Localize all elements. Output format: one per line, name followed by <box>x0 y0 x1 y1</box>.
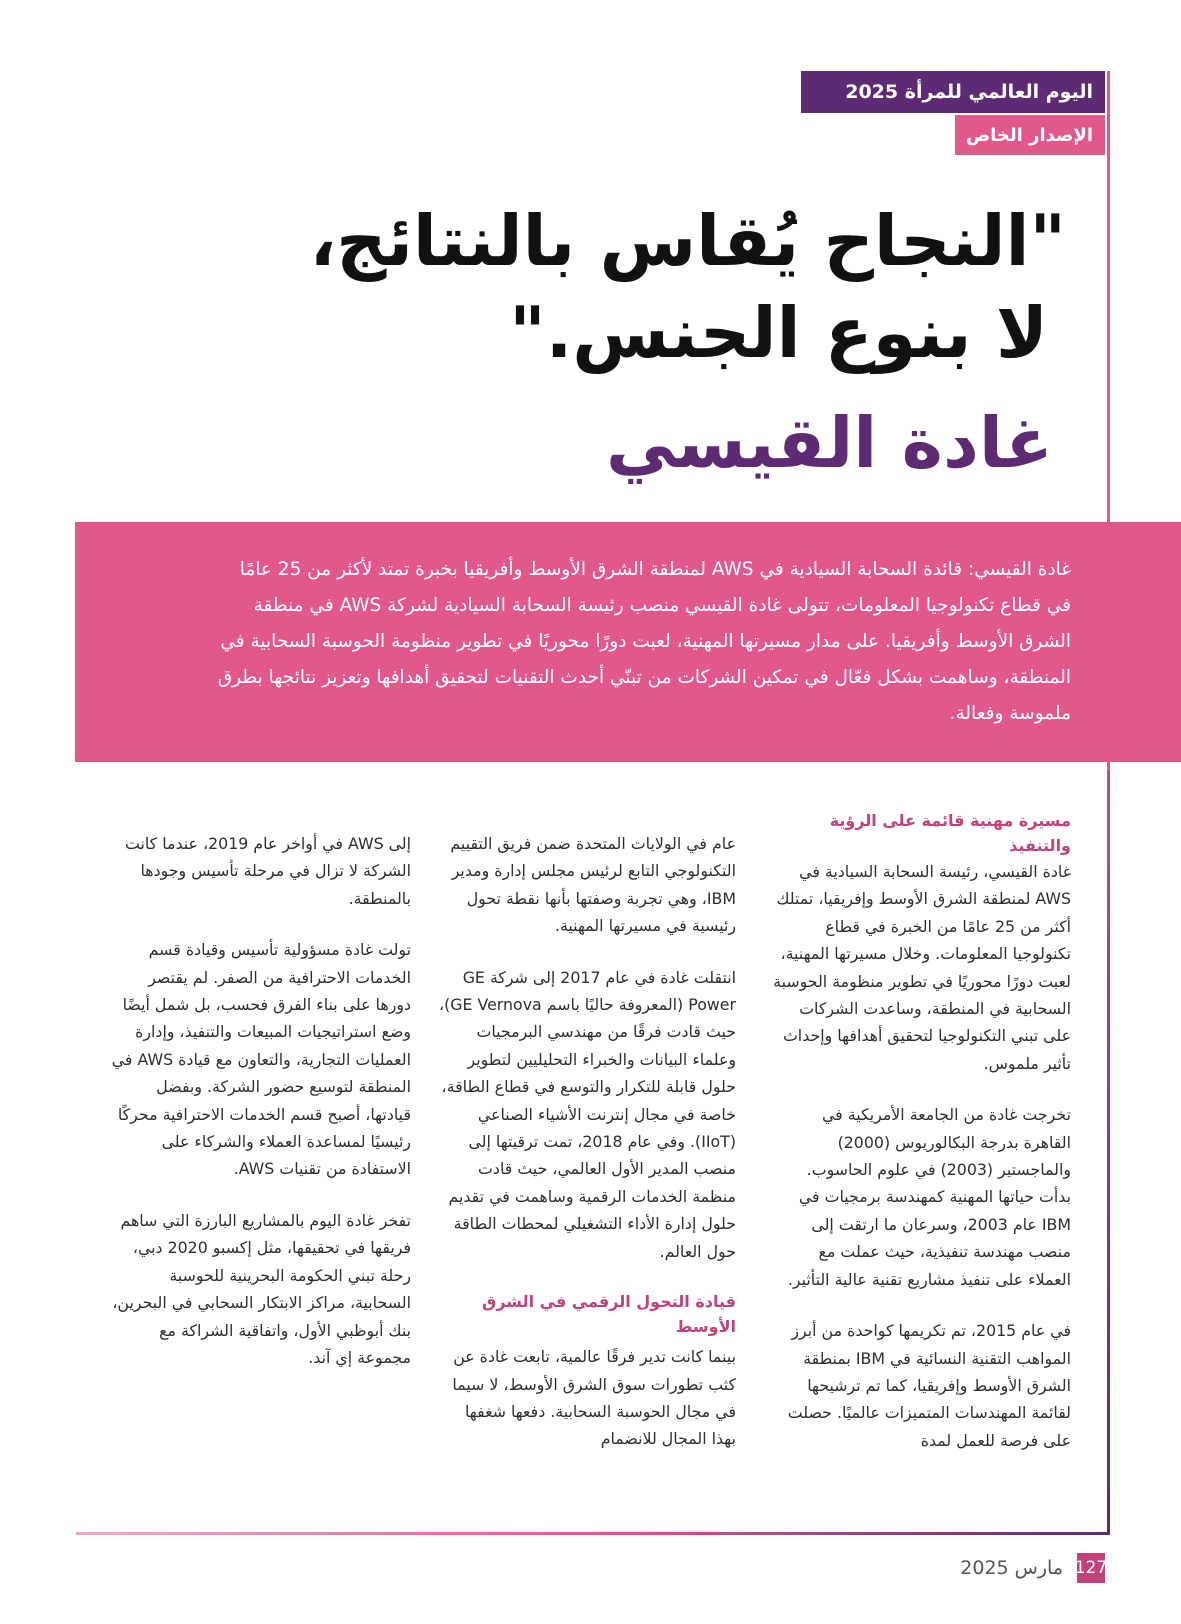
column-right <box>771 808 1071 1478</box>
frame-line-footer <box>76 1532 1110 1535</box>
intro-text: غادة القيسي: قائدة السحابة السيادية في AWS لمنطقة الشرق الأوسط وأفريقيا بخبرة تمتد لأكثر من 25 عامًا في قطاع تكنولوجيا المعلومات، تتولى غادة القيسي منصب رئيسة السحابة السيادية لشركة AWS في منطقة الشرق الأوسط وأفريقيا. على مدار مسيرتها المهنية، لعبت دورًا محوريًا في تطوير منظومة الحوسبة السحابية في المنطقة، وساهمت بشكل فعّال في تمكين الشركات من تبنّي أحدث التقنيات لتحقيق أهدافها وتعزيز نتائجها بطرق ملموسة وفعالة. <box>217 559 1071 724</box>
headline-line-1: "النجاح يُقاس بالنتائج، <box>309 200 1066 282</box>
paragraph: تولت غادة مسؤولية تأسيس وقيادة قسم الخدمات الاحترافية من الصفر. لم يقتصر دورها على بناء الفرق فحسب، بل شمل أيضًا وضع استراتيجيات المبيعات والتنفيذ، وإدارة العمليات التجارية، والتعاون مع قيادة AWS في المنطقة لتوسيع حضور الشركة. وبفضل قيادتها، أصبح قسم الخدمات الاحترافية محركًا رئيسيًا لمساعدة العملاء والشركاء على الاستفادة من تقنيات AWS. <box>111 940 411 1179</box>
subhead-digital-transformation: قيادة التحول الرقمي في الشرق الأوسط <box>482 1292 736 1337</box>
page-number: 127 <box>1077 1553 1105 1583</box>
headline-quote <box>186 195 1066 379</box>
column-left <box>111 830 411 1395</box>
paragraph: تفخر غادة اليوم بالمشاريع البارزة التي ساهم فريقها في تحقيقها، مثل إكسبو 2020 دبي، رحلة تبني الحكومة البحرينية للحوسبة السحابية، مراكز الابتكار السحابي في البحرين، بنك أبوظبي الأول، واتفاقية الشراكة مع مجموعة إي آند. <box>112 1210 411 1367</box>
headline-line-2: لا بنوع الجنس." <box>509 292 1048 374</box>
paragraph: بينما كانت تدير فرقًا عالمية، تابعت غادة عن كثب تطورات سوق الشرق الأوسط، لا سيما في مجال الحوسبة السحابية. دفعها شغفها بهذا المجال للانضمام <box>452 1347 736 1449</box>
paragraph: في عام 2015، تم تكريمها كواحدة من أبرز المواهب التقنية النسائية في IBM بمنطقة الشرق الأوسط وإفريقيا، كما تم ترشيحها لقائمة المهندسات المتميزات عالميًا. حصلت على فرصة للعمل لمدة <box>787 1321 1071 1450</box>
frame-line-bottom <box>1107 771 1110 1535</box>
paragraph: غادة القيسي، رئيسة السحابة السيادية في AWS لمنطقة الشرق الأوسط وإفريقيا، تمتلك أكثر من 25 عامًا من الخبرة في قطاع تكنولوجيا المعلومات. وخلال مسيرتها المهنية، لعبت دورًا محوريًا في تطوير منظومة الحوسبة السحابية في المنطقة، وساعدت الشركات على تبني التكنولوجيا لتحقيق أهدافها وإحداث تأثير ملموس. <box>773 862 1071 1073</box>
paragraph: انتقلت غادة في عام 2017 إلى شركة GE Power (المعروفة حاليًا باسم GE Vernova)، حيث قادت فرقًا من مهندسي البرمجيات وعلماء البيانات والخبراء التحليليين لتطوير حلول قابلة للتكرار والتوسع في قطاع الطاقة، خاصة في مجال إنترنت الأشياء الصناعي (IIoT). وفي عام 2018، تمت ترقيتها إلى منصب المدير الأول العالمي، حيث قادت منظمة الخدمات الرقمية وساهمت في تقديم حلول إدارة الأداء التشغيلي لمحطات الطاقة حول العالم. <box>439 967 736 1261</box>
section-tag-special-edition: الإصدار الخاص <box>955 115 1105 155</box>
issue-date: مارس 2025 <box>960 1557 1063 1579</box>
subhead-career: مسيرة مهنية قائمة على الرؤية والتنفيذ <box>829 811 1071 855</box>
section-tag-womens-day: اليوم العالمي للمرأة 2025 <box>801 71 1105 113</box>
paragraph: إلى AWS في أواخر عام 2019، عندما كانت الشركة لا تزال في مرحلة تأسيس وجودها بالمنطقة. <box>124 834 411 908</box>
paragraph: تخرجت غادة من الجامعة الأمريكية في القاهرة بدرجة البكالوريوس (2000) والماجستير (2003) في علوم الحاسوب. بدأت حياتها المهنية كمهندسة برمجيات في IBM عام 2003، وسرعان ما ارتقت إلى منصب مهندسة تنفيذية، حيث عملت مع العملاء على تنفيذ مشاريع تقنية عالية التأثير. <box>787 1105 1071 1289</box>
person-name: غادة القيسي <box>605 402 1053 484</box>
column-middle <box>436 830 736 1477</box>
paragraph: عام في الولايات المتحدة ضمن فريق التقييم التكنولوجي التابع لرئيس مجلس إدارة ومدير IBM، وهي تجربة وصفتها بأنها نقطة تحول رئيسية في مسيرتها المهنية. <box>450 834 736 936</box>
